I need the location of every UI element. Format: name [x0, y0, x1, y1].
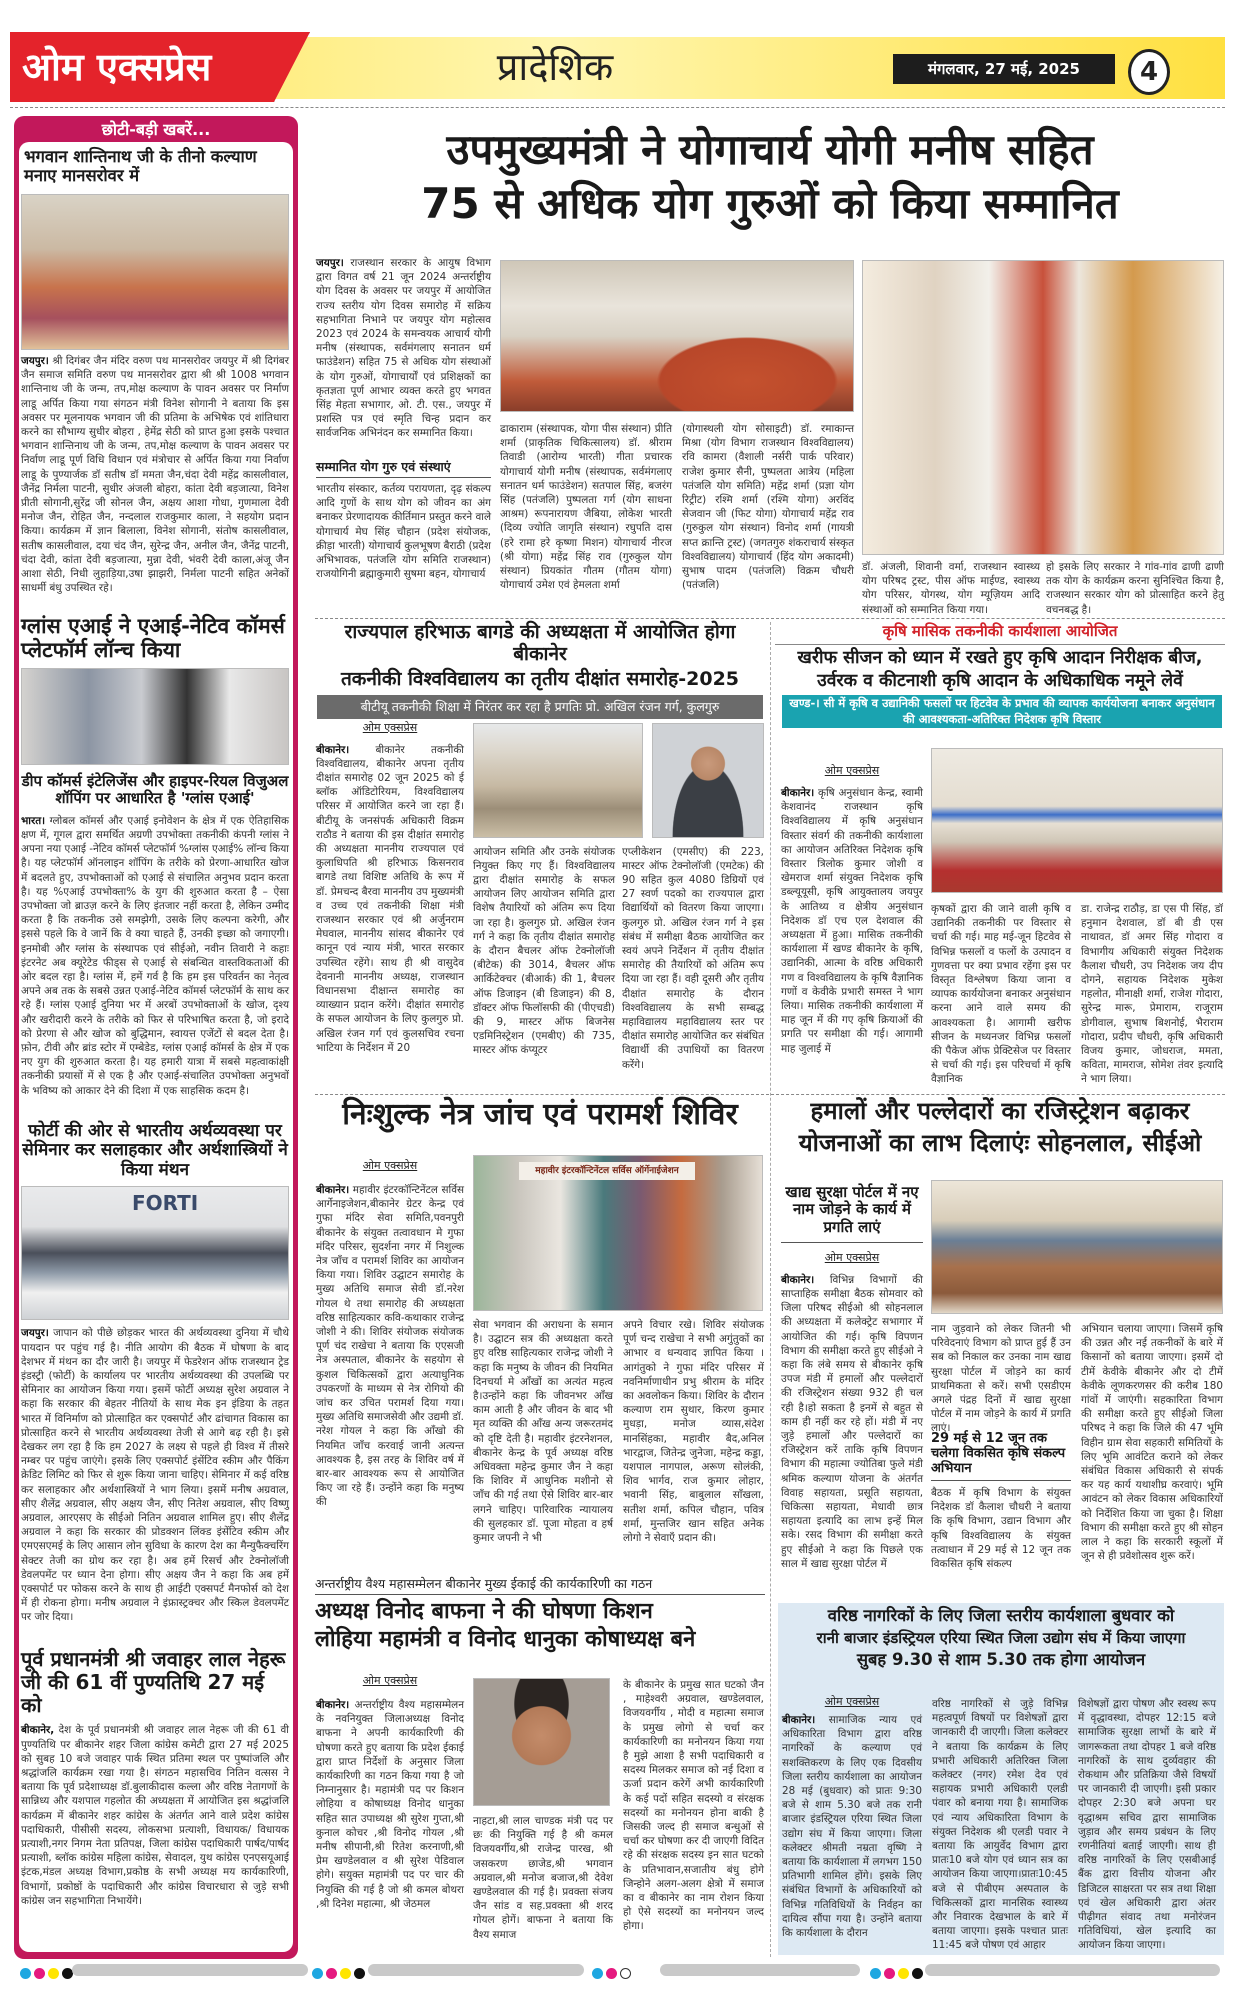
- lead-subhead: सम्मानित योग गुरु एवं संस्थाएं: [316, 459, 491, 478]
- yoga-audience-photo: [500, 260, 854, 412]
- seniors-col2: वरिष्ठ नागरिकों से जुड़े विभिन्न महत्वपूर्ण विषयों पर विशेषज्ञों द्वारा जानकारी दी जाएगी। जिला कलेक्टर ने बताया कि कार्यक्रम के लिए प्रभारी अधिकारी अतिरिक्त जिला कलेक्टर (नगर) रमेश देव एवं सहायक प्रभारी अधिकारी एलडी पंवार को बनाया गया है। सामाजिक एवं न्याय अधिकारिता विभाग के संयुक्त निदेशक श्री एलडी पवार ने बताया कि आयुर्वेद विभाग द्वारा प्रातः10 बजे योग एवं ध्यान सत्र का आयोजन किया जाएगा।प्रातः10:45 बजे से पीबीएम अस्पताल के चिकित्सकों द्वारा मानसिक स्वास्थ्य और निवारक देखभाल के बारे में बताया जाएगा। इसके पश्चात प्रातः 11:45 बजे पोषण एवं आहार: [932, 1698, 1068, 1952]
- black-dot: [912, 1968, 923, 1979]
- krishi-kicker: कृषि मासिक तकनीकी कार्यशाला आयोजित: [775, 622, 1225, 645]
- dateline: जयपुर।: [316, 257, 344, 269]
- black-dot: [354, 1968, 365, 1979]
- convocation-headline-line1: राज्यपाल हरिभाऊ बागडे की अध्यक्षता में आयोजित होगा बीकानेर: [344, 621, 736, 665]
- magenta-dot: [606, 1968, 617, 1979]
- dateline: बीकानेर,: [21, 1724, 55, 1737]
- lead-col4: डॉ. अंजली, शिवानी वर्मा, राजस्थान स्वास्थ्य योग परिषद ट्रस्ट, पीस ऑफ माईण्ड, स्वास्थ्य योग परिसर, योगस्थ, योग म्यूज़ियम आदि संस्थाओं को सम्मानित किया गया।: [862, 561, 1040, 616]
- sidebar-story-text: [21, 354, 289, 610]
- registration-bar: [925, 1964, 1220, 1976]
- dateline: बीकानेर।: [316, 1184, 350, 1196]
- seniors-headline-line1: वरिष्ठ नागरिकों के लिए जिला स्तरीय कार्यशाला बुधवार को: [827, 1606, 1175, 1625]
- convocation-story: [315, 622, 765, 1090]
- eyecamp-col1: [316, 1183, 464, 1562]
- convocation-headline-line2: तकनीकी विश्वविद्यालय का तृतीय दीक्षांत समारोह-2025: [340, 667, 740, 690]
- sidebar-headline: फोर्टी की ओर से भारतीय अर्थव्यवस्था पर सेमिनार कर सलाहकार और अर्थशास्त्रियों ने किया मंथन: [22, 1120, 288, 1180]
- byline: ओम एक्सप्रेस: [824, 764, 880, 777]
- section-divider: [315, 1094, 1225, 1095]
- seniors-col3: विशेषज्ञों द्वारा पोषण और स्वस्थ रूप में वृद्धावस्था, दोपहर 12:15 बजे सामाजिक सुरक्षा लाभों के बारे में जागरूकता तथा दोपहर 1 बजे वरिष्ठ नागरिकों के साथ दुर्व्यवहार की रोकथाम और प्रतिक्रिया जैसे विषयों पर जानकारी दी जाएगी। इसी प्रकार दोपहर 2:30 बजे अपना घर वृद्धाश्रम सचिव द्वारा सामाजिक जुड़ाव और समय प्रबंधन के लिए रणनीतियां बताई जाएगी। साथ ही वरिष्ठ नागरिकों के लिए एसबीआई बैंक द्वारा वित्तीय योजना और डिजिटल साक्षरता पर सत्र तथा शिक्षा एवं खेल अधिकारी द्वारा अंतर पीढ़ीगत संवाद तथा मनोरंजन गतिविधियां, खेल इत्यादि का आयोजन किया जाएगा।: [1078, 1698, 1216, 1952]
- lead-story: [315, 126, 1225, 614]
- story-body: जापान को पीछे छोड़कर भारत की अर्थव्यवस्था दुनिया में चौथे पायदान पर पहुंच गई है। नीति आयोग की बैठक में घोषणा के बाद देशभर में मंथन का दौर जारी है। जयपुर में फेडरेशन ऑफ राजस्थान ट्रेड इंडस्ट्री (फोर्टी) के कार्यालय पर भारतीय अर्थव्यवस्था की उपलब्धि पर सेमिनार का आयोजन किया गया। इसमें फोर्टी अध्यक्ष सुरेश अग्रवाल ने कहा कि सरकार की बेहतर नीतियों के साथ मेक इन इंडिया के तहत भारत में विनिर्माण को प्रोत्साहित कर एक्सपोर्ट और ढांचागत विकास का प्रोत्साहित करने से भारतीय अर्थव्यवस्था तेजी से आगे बढ़ रही है। इसे देखकर लग रहा है कि हम 2027 के लक्ष्य से पहले ही विश्व में तीसरे नम्बर पर पहुंच जाएंगे। इसके लिए एक्सपोर्ट इंसेंटिव स्कीम और पैकिंग क्रेडिट लिमिट को फिर से शुरू किया जाना चाहिए। सेमिनार में कई वरिष्ठ कर सलाहकार और अर्थशास्त्रियों ने भाग लिया। इसमें मनीष अग्रवाल, सीए शैलेंद्र अग्रवाल, सीए अक्षय जैन, सीए नितेश अग्रवाल, सीए विष्णु अग्रवाल, आरएसए के सीईओ नितिन अग्रवाल शामिल हुए। सीए शैलेंद्र अग्रवाल ने कहा कि सरकार की प्रोडक्शन लिंक्ड इंसेंटिव स्कीम और एमएसएमई के लिए आसान लोन सुविधा के कारण देश का मैन्युफैक्चरिंग सेक्टर तेजी का ग्रोथ कर रहा है। अब हमें रिसर्च और टेक्नोलॉजी डेवलपमेंट पर ध्यान देना होगा। सीए अक्षय जैन ने कहा कि अब हमें एक्सपोर्ट पर फोकस करने के साथ ही आईटी एक्सपर्ट मैनफोर्स को देश में ही रोकना होगा। मनीष अग्रवाल ने इंफ्रास्ट्रक्चर और स्किल डेवलपमेंट पर जोर दिया।: [21, 1327, 289, 1624]
- byline: ओम एक्सप्रेस: [362, 1159, 418, 1172]
- krishi-headline-line2: उर्वरक व कीटनाशी कृषि आदान के अधिकाधिक नमूने लेवें: [817, 671, 1183, 692]
- dateline: बीकानेर।: [316, 743, 350, 756]
- dateline: बीकानेर।: [781, 1273, 815, 1286]
- magenta-dot: [884, 1968, 895, 1979]
- sidebar-headline: ग्लांस एआई ने एआई-नेटिव कॉमर्स प्लेटफॉर्म लॉन्च किया: [21, 613, 285, 663]
- registration-marks-left: [20, 1964, 76, 1983]
- hamal-col3: अभियान चलाया जाएगा। जिसमें कृषि की उन्नत और नई तकनीकों के बारे में किसानों को बताया जाएगा। इसमें दो टीमें केवीके बीकानेर और दो टीमें केवीके लूणकरणसर की करीब 180 गांवों में जाएंगी। सहकारिता विभाग की समीक्षा करते हुए सीईओ जिला परिषद ने कहा कि जिले की 47 भूमि विहीन ग्राम सेवा सहकारी समितियों के लिए भूमि आवंटित कराने को लेकर संबंधित विकास अधिकारी से संपर्क कर यह कार्य यथाशीघ्र करवाएं। भूमि आवंटन को लेकर विकास अधिकारियों को निर्देशित किया जा चुका है। शिक्षा विभाग की समीक्षा करते हुए श्री सोहन लाल ने कहा कि सरकारी स्कूलों में जून से ही प्रवेशोत्सव शुरू करें।: [1081, 1323, 1223, 1563]
- issue-date: मंगलवार, 27 मई, 2025: [893, 54, 1115, 84]
- hamal-subhead: 29 मई से 12 जून तक चलेगा विकसित कृषि संकल्प अभियान: [931, 1432, 1071, 1481]
- lead-col2: ढाकाराम (संस्थापक, योगा पीस संस्थान) प्रीति शर्मा (प्राकृतिक चिकित्सालय) डॉ. श्रीराम तिवाडी (आरोग्य भारती) गीता प्रचारक योगाचार्य योगी मनीष (संस्थापक, सर्वमंगलाए सनातन धर्म फाउंडेशन) सतपाल सिंह, बजरंग सिंह (पतंजलि) पुष्पलता गर्ग (योग साधना आश्रम) रूपनारायण जैबिया, लोकेश भारती (दिव्य ज्योति जागृति संस्थान) रघुपति दास (हरे रामा हरे कृष्णा मिशन) योगाचार्य नीरज (श्री योगा) महेंद्र सिंह राव (गुरुकुल योग संस्थान) प्रियकांत गौतम (गौतम योगा) योगाचार्य उमेश एवं हेमलता शर्मा: [500, 423, 672, 592]
- sidebar-stories: [21, 146, 289, 1946]
- eyecamp-col2: सेवा भगवान की अराधना के समान है। उद्घाटन सत्र की अध्यक्षता करते हुए वरिष्ठ साहित्यकार राजेन्द्र जोशी ने कहा कि मनुष्य के जीवन की नियमित दिनचर्या मे आँखों का अत्यंत महत्व है।उन्होंने कहा कि जीवनभर आँख काम आती है और जीवन के बाद भी मृत व्यक्ति की आँख अन्य जरूरतमंद को दृष्टि देती है। महावीर इंटरनेशनल, बीकानेर केन्द्र के पूर्व अध्यक्ष वरिष्ठ अधिवक्ता महेन्द्र कुमार जैन ने कहा कि शिविर में आधुनिक मशीनो से जाँच की गई तथा ऐसे शिविर बार-बार लगने चाहिए। पारिवारिक न्यायालय की सुलहकार डॉ. पूजा मोहता व हर्ष कुमार जपनी ने भी: [473, 1319, 613, 1545]
- forti-sign: FORTI: [132, 1191, 199, 1216]
- story-body: सामाजिक न्याय एवं अधिकारिता विभाग द्वारा वरिष्ठ नागरिकों के कल्याण एवं सशक्तिकरण के लिए एक दिवसीय जिला स्तरीय कार्यशाला का आयोजन 28 मई (बुधवार) को प्रातः 9:30 बजे से शाम 5.30 बजे तक रानी बाजार इंडस्ट्रियल एरिया स्थित जिला उद्योग संघ में किया जाएगा। जिला कलेक्टर श्रीमती नम्रता वृष्णि ने बताया कि कार्यशाला में लगभग 150 प्रतिभागी शामिल होंगे। इसके लिए संबंधित विभागों के अधिकारियों को विभिन्न गतिविधियों के निर्वहन का दायित्व सौंपा गया है। उन्होंने बताया कि कार्यशाला के दौरान: [782, 1714, 922, 1940]
- registration-marks-right: [870, 1964, 926, 1983]
- hamal-story: [775, 1097, 1225, 1571]
- cyan-dot: [592, 1968, 603, 1979]
- dateline: बीकानेर।: [782, 1714, 816, 1726]
- eyecamp-headline: निःशुल्क नेत्र जांच एवं परामर्श शिविर: [342, 1097, 738, 1132]
- dateline: जयपुर।: [21, 1327, 49, 1340]
- masthead-divider: [10, 107, 1225, 108]
- dateline: बीकानेर।: [781, 787, 815, 799]
- seniors-col1: [782, 1713, 922, 1952]
- sidebar-story-text: [21, 1326, 289, 1642]
- governor-portrait-photo: [652, 723, 764, 838]
- lead-col1b: भारतीय संस्कार, कर्तव्य परायणता, दृढ़ संकल्प आदि गुणों के साथ योग को जीवन का अंग बनाकर प्रेरणादायक कीर्तिमान प्रस्तुत करने वाले योगाचार्य मेघ सिंह चौहान (प्रदेश संयोजक, क्रीड़ा भारती) योगाचार्य कुलभूषण बैराठी (प्रदेश अभिभावक, पतंजलि योग समिति राजस्थान) राजयोगिनी ब्रह्माकुमारी सुषमा बहन, योगाचार्य: [316, 483, 491, 581]
- convocation-deck: बीटीयू तकनीकी शिक्षा में निरंतर कर रहा है प्रगतिः प्रो. अखिल रंजन गर्ग, कुलगुरु: [317, 695, 763, 719]
- story-body: विभिन्न विभागों की साप्ताहिक समीक्षा बैठक सोमवार को जिला परिषद सीईओ श्री सोहनलाल की अध्यक्षता में कलेक्ट्रेट सभागार में आयोजित की गई। कृषि विपणन विभाग की समीक्षा करते हुए सीईओ ने कहा कि लंबे समय से बीकानेर कृषि उपज मंडी में हमालों और पल्लेदारों की रजिस्ट्रेशन संख्या 932 ही चल रही है।हो सकता है इनमें से बहुत से काम ही नहीं कर रहे हों। मंडी में नए जुड़े हमालों और पल्लेदारों का रजिस्ट्रेशन करें ताकि कृषि विपणन विभाग की महात्मा ज्योतिबा फुले मंडी श्रमिक कल्याण योजना के अंतर्गत विवाह सहायता, प्रसूति सहायता, चिकित्सा सहायता, मेधावी छात्र सहायता इत्यादि का लाभ इन्हें मिल सके। रसद विभाग की समीक्षा करते हुए सीईओ ने कहा कि पिछले एक साल में खाद्य सुरक्षा पोर्टल में: [781, 1273, 923, 1570]
- jain-temple-photo: [21, 194, 289, 350]
- vaishya-col3: के बीकानेर के प्रमुख सात घटको जैन , माहेश्वरी अग्रवाल, खण्डेलवाल, विजयवर्गीय , मोदी व महात्मा समाज के प्रमुख लोगो से चर्चा कर कार्यकारिणी का मनोनयन किया गया है मुझे आशा है सभी पदाधिकारी व सदस्य मिलकर समाज को नई दिशा व ऊर्जा प्रदान करेगें अभी कार्यकारिणी के कई पदों सहित सदस्यो व संरक्षक सदस्यों का मनोनयन होना बाकी है जिसकी जल्द ही समाज बन्धुओं से चर्चा कर घोषणा कर दी जाएगी विदित रहे की संरक्षक सदस्य इन सात घटको के प्रतिभावान,सजातीय बंधु होगे जिन्होने अलग-अलग क्षेत्रो में समाज का व बीकानेर का नाम रोशन किया हो ऐसे सदस्यों का मनोनयन जल्द होगा।: [623, 1679, 764, 1933]
- hamal-headline-line2: योजनाओं का लाभ दिलाएंः सोहनलाल, सीईओ: [798, 1128, 1202, 1157]
- cyan-dot: [20, 1968, 31, 1979]
- story-body: देश के पूर्व प्रधानमंत्री श्री जवाहर लाल नेहरू जी की 61 वी पुण्यतिथि पर बीकानेर शहर जिला कांग्रेस कमेटी द्वारा 27 मई 2025 को सुबह 10 बजे जवाहर पार्क स्थित प्रतिमा स्थल पर पुष्पांजलि और श्रद्धांजलि कार्यक्रम रखा गया है। संगठन महासचिव नितिन वत्सस ने बताया कि पूर्व प्रदेशाध्यक्ष डॉ.बुलाकीदास कल्ला और वरिष्ठ नेतागणों के सान्निध्य और यशपाल गहलोत की अध्यक्षता में आयोजित इस श्रद्धांजलि कार्यक्रम में बीकानेर शहर कांग्रेस के अंतर्गत आने वाले प्रदेश कांग्रेस पदाधिकारी, पीसीसी सदस्य, लोकसभा प्रत्याशी, विधायक/ विधायक प्रत्याशी,नगर निगम नेता प्रतिपक्ष, जिला कांग्रेस पदाधिकारी पार्षद/पार्षद प्रत्याशी, ब्लॉक कांग्रेस महिला कांग्रेस, सेवादल, युथ कांग्रेस एनएसयूआई इंटक,मंडल अध्यक्ष विभाग,प्रकोष्ठ के सभी अध्यक्ष मय कार्यकारिणी, विभागों, प्रकोष्ठों के पदाधिकारी और कांग्रेस विचारधारा से जुड़े सभी कांग्रेस जन सहभागिता निभायेंगे।: [21, 1724, 289, 1907]
- registration-bar: [660, 1964, 860, 1976]
- story-body: कृषि अनुसंधान केन्द्र, स्वामी केशवानंद राजस्थान कृषि विश्वविद्यालय में कृषि अनुसंधान विस्तार संवर्ग की तकनीकी कार्यशाला का आयोजन अतिरिक्त निदेशक कृषि विस्तार त्रिलोक कुमार जोशी व खेमराज शर्मा संयुक्त निदेशक कृषि डब्ल्यूयूसी, कृषि आयुक्तालय जयपुर के आतिथ्य व क्षेत्रीय अनुसंधान निदेशक डॉ एच एल देशवाल की अध्यक्षता में हुआ। मासिक तकनीकी कार्यशाला में खण्ड बीकानेर के कृषि, उद्यानिकी, आत्मा के वरिष्ठ अधिकारी गण व विश्वविद्यालय के कृषि वैज्ञानिक गणों व केवीके प्रभारी समस्त ने भाग लिया। मासिक तकनीकी कार्यशाला में माह जून में की गए कृषि क्रियाओं की प्रगति पर समीक्षा की गई। आगामी माह जुलाई में: [781, 787, 923, 1055]
- hamal-col1: [781, 1273, 923, 1570]
- convocation-col3: एप्लीकेशन (एमसीए) की 223, मास्टर ऑफ टेक्नोलॉजी (एमटेक) की 90 सहित कुल 4080 डिग्रियों एवं 27 स्वर्ण पदको का राज्यपाल द्वारा विद्यार्थियों को वितरण किया जाएगा। कुलगुरु प्रो. अखिल रंजन गर्ग ने इस संबंध में समीक्षा बैठक आयोजित कर स्वयं अपने निर्देशन में तृतीय दीक्षांत समारोह की तैयारियों को अंतिम रूप दिया जा रहा हैं। वही दूसरी और तृतीय दीक्षांत समारोह के दौरान विश्वविद्यालय के सभी सम्बद्ध महाविद्यालय महाविद्यालय स्तर पर दीक्षांत समारोह आयोजित कर संबंधित विद्यार्थी की उपाधियों का वितरण करेंगे।: [622, 845, 764, 1071]
- lead-headline-line1: उपमुख्यमंत्री ने योगाचार्य योगी मनीष सहित: [446, 125, 1094, 174]
- byline: ओम एक्सप्रेस: [362, 720, 418, 734]
- eyecamp-col1-stack: [316, 1155, 464, 1562]
- camp-banner: महावीर इंटरकॉन्टिनेंटल सर्विस ऑर्गेनाईजेशन: [519, 1162, 695, 1180]
- convocation-col1-stack: [316, 719, 464, 1090]
- krishi-col1: [781, 786, 923, 1088]
- section-title: प्रादेशिक: [496, 45, 614, 89]
- seniors-box: [778, 1603, 1224, 1955]
- brand-name: ओम एक्सप्रेस: [22, 45, 212, 89]
- page-number-badge: 4: [1128, 49, 1170, 95]
- column-divider: [770, 622, 771, 1957]
- krishi-deck: खण्ड-। सी में कृषि व उद्यानिकी फसलों पर हिटवेव के प्रभाव की व्यापक कार्ययोजना बनाकर अनुसंधान की आवश्यकता-अतिरिक्त निदेशक कृषि विस्तार: [782, 695, 1222, 728]
- story-body: ग्लोबल कॉमर्स और एआई इनोवेशन के क्षेत्र में एक ऐतिहासिक क्षण में, गूगल द्वारा समर्थित अग्रणी उपभोक्ता तकनीकी कंपनी ग्लांस ने अपना नया एआई -नेटिव कॉमर्स प्लेटफॉर्म %ग्लांस एआई% लॉन्च किया है। यह प्लेटफॉर्म ऑनलाइन शॉपिंग के तरीके को प्रेरणा-आधारित खोज में बदलते हुए, उपभोक्ताओं को एआई से संचालित अनुभव प्रदान करता है। यह %एआई उपभोक्ता% के युग की शुरुआत करता है – ऐसा उपभोक्ता जो ब्राउज़ करने के लिए इंतजार नहीं करता है, लेकिन उम्मीद करता है कि तकनीक उसे समझेगी, उसके लिए कल्पना करेगी, और इससे पहले कि वे जानें कि वे क्या चाहते हैं, उनकी इच्छा को जगाएगी। इनमोबी और ग्लांस के संस्थापक एवं सीईओ, नवीन तिवारी ने कहाः इंटरनेट अब क्यूरेटेड फीड्स से एआई से संबन्धित वास्तविकताओं की ओर बदल रहा है। ग्लांस में, हमें गर्व है कि हम इस परिवर्तन का नेतृत्व अपने अब तक के सबसे उन्नत एआई-नेटिव कॉमर्स प्लेटफॉर्म के साथ कर रहे हैं। ग्लांस एआई दुनिया भर में अरबों उपभोक्ताओं के खोज, दृश्य और खरीदारी करने के तरीके को फिर से परिभाषित करता है, जो इरादे को प्रेरणा से और खोज को बुद्धिमान, स्वायत्त एजेंटों से बदल देता है। फ़ोन, टीवी और ब्रांड स्टोर में एम्बेडेड, ग्लांस एआई कॉमर्स के क्षेत्र में एक नए युग की शुरुआत करता है। यह हमारी यात्रा में सबसे महत्वाकांक्षी तकनीकी प्रयासों में से एक है और एआई-संचालित उपभोक्ता अनुभवों के भविष्य को आकार देने की दिशा में एक साहसिक कदम है।: [21, 814, 289, 1097]
- registration-marks-mid: [312, 1964, 368, 1983]
- dateline: बीकानेर।: [316, 1699, 350, 1711]
- seniors-headline-line3: सुबह 9.30 से शाम 5.30 तक होगा आयोजन: [856, 1650, 1146, 1670]
- hamal-col1-stack: [781, 1180, 923, 1570]
- cyan-dot: [870, 1968, 881, 1979]
- vaishya-headline-line2: लोहिया महामंत्री व विनोद धानुका कोषाध्यक्ष बने: [315, 1627, 696, 1653]
- crosshair-icon: [620, 1968, 631, 1979]
- eye-camp-photo: [473, 1155, 763, 1311]
- sidebar-story-text: [21, 814, 289, 1114]
- vaishya-headline-line1: अध्यक्ष विनोद बाफना ने की घोषणा किशन: [315, 1599, 653, 1624]
- hamal-col2-stack: [931, 1322, 1071, 1571]
- story-body: महावीर इंटरकॉन्टिनेंटल सर्विस आर्गेनाइजेशन,बीकानेर ग्रेटर केन्द्र एवं गुफा मंदिर सेवा समिति,पवनपुरी बीकानेर के संयुक्त तत्वावधान मे गुफा मंदिर परिसर, सुदर्शना नगर में निशुल्क नेत्र जाँच व परामर्श शिविर का आयोजन किया गया। शिविर उद्घाटन समारोह के मुख्य अतिथि समाज सेवी डॉ.नरेश गोयल थे तथा समारोह की अध्यक्षता वरिष्ठ साहित्यकार कवि-कथाकार राजेन्द्र जोशी ने की। शिविर संयोजक संयोजक पूर्ण चंद राखेचा ने बताया कि एएसजी नेत्र अस्पताल, बीकानेर के सहयोग से कुशल चिकित्सकों द्वारा अत्याधुनिक उपकरणों के माध्यम से नेत्र रोगियो की जांच कर उचित परामर्श दिया गया। मुख्य अतिथि समाजसेवी और उद्यमी डॉ. नरेश गोयल ने कहा कि आँखो की नियमित जाँच करवाई जानी अत्यन्त आवश्यक है, इस तरह के शिविर वर्ष में बार-बार आवश्यक रूप से आयोजित किए जा रहे हैं। उन्होंने कहा कि मनुष्य की: [316, 1184, 464, 1509]
- vinod-bafna-photo: [473, 1678, 610, 1806]
- vaishya-story: [315, 1576, 765, 1948]
- krishi-headline-line1: खरीफ सीजन को ध्यान में रखते हुए कृषि आदान निरीक्षक बीज,: [797, 648, 1203, 668]
- yellow-dot: [898, 1968, 909, 1979]
- lead-col1-stack: [316, 256, 491, 614]
- story-body: बीकानेर तकनीकी विश्वविद्यालय, बीकानेर अपना तृतीय दीक्षांत समारोह 02 जून 2025 को ई ब्लॉक ऑडिटोरियम, विश्वविद्यालय परिसर में आयोजित करने जा रहा हैं। बीटीयू के जनसंपर्क अधिकारी विक्रम राठौड ने बताया की इस दीक्षांत समारोह की अध्यक्षता माननीय राज्यपाल एवं कुलाधिपति श्री हरिभाऊ किसनराव बागडे तथा विशिष्ट अतिथि के रूप में डॉ. प्रेमचन्द बैरवा माननीय उप मुख्यमंत्री व उच्च एवं तकनीकी शिक्षा मंत्री राजस्थान सरकार एवं श्री अर्जुनराम मेघवाल, माननीय सांसद बीकानेर एवं कानून एवं न्याय मंत्री, भारत सरकार उपस्थित रहेंगे। साथ ही श्री वासुदेव देवनानी माननीय अध्यक्ष, राजस्थान विधानसभा दीक्षान्त समारोह का व्याख्यान प्रदान करेंगे। दीक्षांत समारोह के सफल आयोजन के लिए कुलगुरु प्रो. अखिल रंजन गर्ग एवं कुलसचिव रचना भाटिया के निर्देशन में 20: [316, 743, 464, 1054]
- vaishya-col1-stack: [316, 1674, 464, 1948]
- sidebar-headline: भगवान शान्तिनाथ जी के तीनो कल्याण मनाए मानसरोवर में: [24, 147, 257, 185]
- sidebar-subhead: डीप कॉमर्स इंटेलिजेंस और हाइपर-रियल विजुअल शॉपिंग पर आधारित है 'ग्लांस एआई': [21, 772, 289, 808]
- university-building-photo: [473, 723, 643, 838]
- forti-seminar-photo: [21, 1186, 289, 1320]
- yellow-dot: [48, 1968, 59, 1979]
- sidebar-title: छोटी-बड़ी खबरें...: [101, 120, 211, 139]
- yellow-dot: [340, 1968, 351, 1979]
- seniors-headline-line2: रानी बाजार इंडस्ट्रियल एरिया स्थित जिला उद्योग संघ में किया जाएगा: [816, 1628, 1186, 1647]
- story-body: श्री दिगंबर जैन मंदिर वरुण पथ मानसरोवर जयपुर में श्री दिगंबर जैन समाज समिति वरुण पथ मानसरोवर द्वारा श्री श्री 1008 भगवान शान्तिनाथ जी के जन्म, तप,मोक्ष कल्याण के पावन अवसर पर निर्माण लाडू अर्पित किया गया संगठन मंत्री विनेश सोगानी ने बताया कि इस अवसर पर मूलनायक भगवान जी की प्रतिमा के अभिषेक एवं शांतिधारा करने का सौभाग्य सुधीर बोहरा , हेमेंद्र सेठी को प्राप्त हुआ इसके पश्चात भगवान शान्तिनाथ जी के जन्म, तप,मोक्ष कल्याण के पावन अवसर पर निर्वाण लाडू पूर्ण विधि विधान एवं मंत्रोचार से अर्पित किया गया निर्वाण लाडू के पुण्यार्जक डॉ सतीष डॉ ममता जैन,चंदा देवी महेंद्र कासलीवाल, जैनेंद्र निर्मला पाटनी, सुधीर अंजली बोहरा, कांता देवी बड़जात्या, विनेश प्रीती सोगानी,सुरेंद्र जी सोनल जैन, अक्षय आशा गोधा, गुणमाला देवी मनोज जैन, रोहित जैन, नन्दलाल राजकुमार काला, ने सहयोग प्रदान किया। कार्यक्रम में ज्ञान बिलाला, विनेश सोगानी, संतोष कासलीवाल, सतीष कासलीवाल, दया चंद जैन, सुरेन्द्र जैन, अनील जैन, जैनेंद्र पाटनी, चंदा देवी, कांता देवी बड़जात्या, मुन्ना देवी, भंवरी देवी काला,अंजू जैन आशा सेठी, निधी लुहाड़िया,उषा झाझरी, निर्मला पाटनी सहित अनेकों साधर्मी बंधु उपस्थित रहे।: [21, 354, 289, 595]
- hamal-col2a: नाम जुड़वाने को लेकर जितनी भी परिवेदनाएं विभाग को प्राप्त हुई हैं उन सब को निकाल कर उनका नाम खाद्य सुरक्षा पोर्टल में जोड़ने का कार्य प्राथमिकता से करें। सभी एसडीएम अगले पंद्रह दिनों में खाद्य सुरक्षा पोर्टल में नाम जोड़ने के कार्य में प्रगति लाएं।: [931, 1323, 1071, 1435]
- review-meeting-photo: [931, 1180, 1223, 1314]
- glance-founders-photo: [21, 668, 289, 765]
- eyecamp-col3: अपने विचार रखे। शिविर संयोजक पूर्ण चन्द राखेचा ने सभी अगुंतुकों का आभार व धन्यवाद ज्ञापित किया । आगंतुको ने गुफा मंदिर परिसर में नवनिर्माणाधीन प्रभु श्रीराम के मंदिर का अवलोकन किया। शिविर के दौरान कल्याण राम सुथार, किरण कुमार मुधड़ा, मनोज व्यास,संदेश मानसिंहका, महावीर बैद,अनिल भारद्वाज, जितेन्द्र जुनेजा, महेन्द्र कड्डा, यशपाल नागपाल, अरूण सोलंकी, शिव भार्गव, राज कुमार लोहार, भवानी सिंह, बाबुलाल साँखला, सतीश शर्मा, कपिल चौहान, पवित्र शर्मा, मुन्तजिर खान सहित अनेक लोगो ने सेवाएँ प्रदान की।: [623, 1319, 764, 1545]
- workshop-hall-photo: [931, 748, 1223, 893]
- sidebar-headline: पूर्व प्रधानमंत्री श्री जवाहर लाल नेहरू जी की 61 वीं पुण्यतिथि 27 मई को: [21, 1647, 286, 1718]
- byline: ओम एक्सप्रेस: [824, 1250, 880, 1264]
- cyan-dot: [312, 1968, 323, 1979]
- story-body: अन्तर्राष्ट्रीय वैश्य महासम्मेलन के नवनियुक्त जिलाअध्यक्ष विनोद बाफना ने अपनी कार्यकारिणी की घोषणा करते हुए बताया कि प्रदेश ईकाई द्वारा प्राप्त निर्देशों के अनुसार जिला कार्यकारिणी का गठन किया गया है जो निम्नानुसार है। महामंत्री पद पर किशन लोहिया व कोषाध्यक्ष विनोद धानुका सहित सात उपाध्यक्ष श्री सुरेश गुप्ता,श्री कुनाल कोचर ,श्री विनोद गोयल ,श्री मनीष सीपानी,श्री रितेश करनाणी,श्री प्रेम खण्डेलवाल व श्री सुरेश पेडिवाल होगे। सयुक्त महामंत्री पद पर चार की नियुक्ति की गई है जो श्री कमल बोथरा ,श्री दिनेश महात्मा, श्री जेठमल: [316, 1699, 464, 1910]
- magenta-dot: [34, 1968, 45, 1979]
- lead-col3: (योगास्थली योग सोसाइटी) डॉ. रमाकान्त मिश्रा (योग विभाग राजस्थान विश्वविद्यालय) रवि कामरा (वैशाली नर्सरी पार्क परिवार) राजेश कुमार सैनी, पुष्पलता आत्रेय (महिला पतंजलि योग समिति) महेंद्र शर्मा (प्रज्ञा योग रिट्रीट) रश्मि शर्मा (रश्मि योगा) अरविंद सेजवान जी (फिट योगा) योगाचार्य महेंद्र राव (गुरुकुल योग संस्थान) विनोद शर्मा (गायत्री सप्त क्रान्ति ट्रस्ट) (जगतगुरु शंकराचार्य संस्कृत विश्वविद्यालय) योगाचार्य (हिंद योग अकादमी) सुभाष पादम (पतंजलि) विक्रम चौधरी (पतंजलि): [682, 423, 854, 592]
- magenta-dot: [326, 1968, 337, 1979]
- hamal-headline-line1: हमालों और पल्लेदारों का रजिस्ट्रेशन बढ़ाकर: [810, 1097, 1190, 1125]
- convocation-col2: आयोजन समिति और उनके संयोजक नियुक्त किए गए हैं। विश्वविद्यालय द्वारा दीक्षांत समारोह के सफल आयोजन लिए आयोजन समिति द्वारा विशेष तैयारियों को अंतिम रूप दिया जा रहा है। कुलगुरु प्रो. अखिल रंजन गर्ग ने कहा कि तृतीय दीक्षांत समारोह के दौरान बैचलर ऑफ टेक्नोलॉजी (बीटेक) की 3014, बैचलर ऑफ आर्किटेक्चर (बीआर्क) की 1, बैचलर ऑफ डिजाइन (बी डिजाइन) की 8, डॉक्टर ऑफ फिलॉसफी की (पीएचडी) की 9, मास्टर ऑफ बिजनेस एडमिनिस्ट्रेशन (एमबीए) की 735, मास्टर ऑफ कंप्यूटर: [473, 845, 615, 1057]
- convocation-col1: [316, 743, 464, 1090]
- registration-bar: [72, 1964, 308, 1976]
- seniors-col1-stack: [782, 1693, 922, 1952]
- sidebar-story-text: [21, 1723, 289, 1946]
- krishi-col2: कृषकों द्वारा की जाने वाली कृषि व उद्यानिकी तकनीकी पर विस्तार से चर्चा की गई। माह मई-जून हिटवेव से विभिन्न फसलों व फलों के उत्पादन व गुणवत्ता पर क्या प्रभाव रहेंगा इस पर विस्तृत विश्लेषण किया जाना व व्यापक कार्ययोजना बनाकर अनुसंधान करना आने वाले समय की आवश्यकता है। आगामी खरीफ सीजन के मध्यनजर विभिन्न फसलों की पैकेज ऑफ प्रेक्टिसेज पर विस्तार से चर्चा की गई। इस परिचर्चा में कृषि वैज्ञानिक: [931, 903, 1071, 1086]
- eyecamp-story: [315, 1098, 765, 1562]
- lead-headline-line2: 75 से अधिक योग गुरुओं को किया सम्मानित: [421, 179, 1119, 229]
- vaishya-col1: [316, 1698, 464, 1948]
- krishi-story: [775, 622, 1225, 1088]
- hamal-col2b: बैठक में कृषि विभाग के संयुक्त निदेशक डॉ कैलाश चौधरी ने बताया कि कृषि विभाग, उद्यान विभाग और कृषि विश्वविद्यालय के संयुक्त तत्वाधान में 29 मई से 12 जून तक विकसित कृषि संकल्प: [931, 1487, 1071, 1571]
- vaishya-col2: नाहटा,श्री लाल चाण्डक मंत्री पद पर छः की नियुक्ति गई है श्री कमल विजयवर्गीय,श्री राजेन्द्र पारख, श्री जसकरण छाजेड,श्री भगवान अग्रवाल,श्री मनोज बजाज,श्री देवेश खण्डेलवाल की गई है। प्रवक्ता संजय जैन सांड व सह.प्रवक्ता श्री शरद गोयल होगें। बाफना ने बताया कि वैश्य समाज: [473, 1815, 613, 1941]
- dateline: भारत।: [21, 814, 46, 827]
- hamal-deck: खाद्य सुरक्षा पोर्टल में नए नाम जोड़ने के कार्य में प्रगति लाएं: [781, 1184, 923, 1243]
- krishi-col3: डा. राजेन्द्र राठौड़, डा एस पी सिंह, डॉ हनुमान देशवाल, डॉ बी डी एस नाथावत, डॉ अमर सिंह गोदारा व विभागीय अधिकारी संयुक्त निदेशक कैलाश चौधरी, उप निदेशक जय दीप दोगने, सहायक निदेशक मुकेश गहलोत, मीनाक्षी शर्मा, राजेश गोदारा, सुरेन्द्र मारू, प्रेमाराम, राजूराम डोगीवाल, सुभाष बिशनोई, भैराराम गोदारा, प्रदीप चौधरी, कृषि अधिकारी विजय कुमार, जोधराज, ममता, कविता, मामराज, सोमेश तंवर इत्यादि ने भाग लिया।: [1081, 903, 1223, 1086]
- registration-bar: [368, 1964, 584, 1976]
- lead-col1: [316, 256, 491, 456]
- byline: ओम एक्सप्रेस: [824, 1695, 880, 1708]
- byline: ओम एक्सप्रेस: [362, 1674, 418, 1687]
- dateline: जयपुर।: [21, 354, 49, 367]
- registration-marks-center: [592, 1964, 634, 1983]
- vaishya-kicker: अन्तर्राष्ट्रीय वैश्य महासम्मेलन बीकानेर मुख्य ईकाई की कार्यकारिणी का गठन: [315, 1576, 765, 1595]
- krishi-col1-stack: [781, 748, 923, 1088]
- yoga-felicitation-photo: [862, 260, 1224, 555]
- section-divider: [315, 618, 1225, 619]
- lead-text: राजस्थान सरकार के आयुष विभाग द्वारा विगत वर्ष 21 जून 2024 अन्तर्राष्ट्रीय योग दिवस के अवसर पर जयपुर में आयोजित राज्य स्तरीय योग दिवस समारोह में सक्रिय सहभागिता निभाने पर जयपुर योग महोत्सव 2023 एवं 2024 के समन्वयक आचार्य योगी मनीष (संस्थापक, सर्वमंगलाए सनातन धर्म फाउंडेशन) सहित 75 से अधिक योग संस्थाओं के योग गुरुओं, योगाचार्यों एवं प्रशिक्षकों का कृतज्ञता पूर्ण आभार व्यक्त करते हुए भगवत सिंह मेहता सभागार, ओ. टी. एस., जयपुर में प्रशस्ति पत्र एवं स्मृति चिन्ह प्रदान कर सार्वजनिक अभिनंदन कर सम्मानित किया।: [316, 257, 491, 440]
- lead-col5: हो इसके लिए सरकार ने गांव-गांव ढाणी ढाणी तक योग के कार्यक्रम करना सुनिश्चित किया है, राजस्थान सरकार योग को प्रोत्साहित करने हेतु वचनबद्ध है।: [1046, 561, 1224, 616]
